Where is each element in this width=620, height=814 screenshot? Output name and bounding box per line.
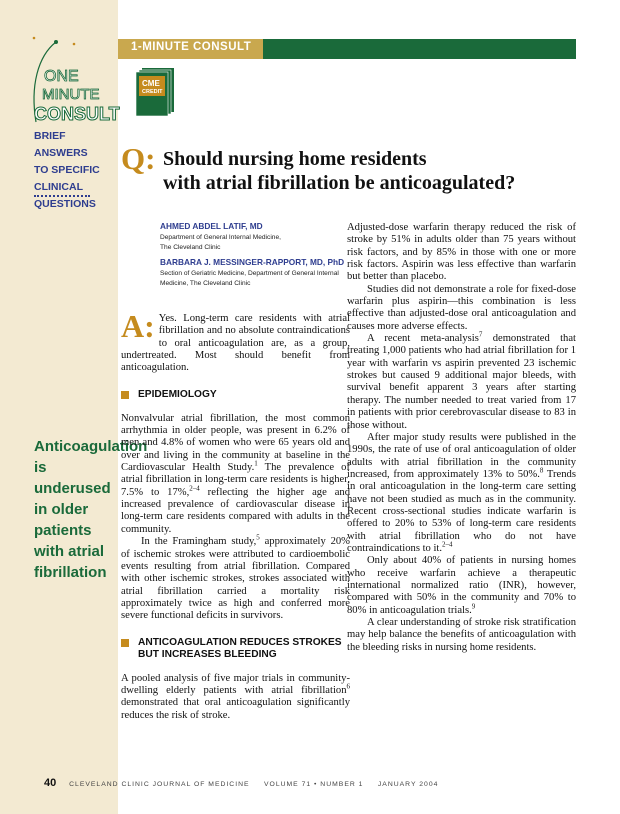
divider xyxy=(34,195,90,197)
answer-paragraph: A: Yes. Long-term care residents with atrial fibrillation and no absolute contraindications to oral anticoagulation are, as a group, undertreated. Most should benefit from anticoagulation. xyxy=(121,308,350,374)
left-column xyxy=(121,308,350,722)
section-heading-bleeding: ANTICOAGULATION REDUCES STROKES BUT INCREASES BLEEDING xyxy=(121,637,350,661)
bullet-square xyxy=(121,639,129,647)
body-paragraph: After major study results were published in the 1990s, the rate of use of oral anticoagulation of older adults with atrial fibrillation in the community increased, from approximately 13% to 50%.$^8$ Trends in oral anticoagulation in the long-term care setting have not been studied as much as in the community. Recent cross-sectional studies indicate warfarin is offered to 20% to 53% of long-term care residents with atrial fibrillation who do not have contraindications to it.$^{2-4}$ xyxy=(347,431,576,554)
svg-text:ONE: ONE xyxy=(44,68,79,85)
right-column xyxy=(347,222,576,654)
svg-text:CREDIT: CREDIT xyxy=(142,89,163,95)
one-minute-consult-logo xyxy=(18,36,130,128)
section-label: 1-MINUTE CONSULT xyxy=(131,41,252,53)
sidebar-tagline: BRIEF ANSWERS TO SPECIFIC CLINICAL QUESTIONS xyxy=(34,130,100,210)
body-paragraph: Nonvalvular atrial fibrillation, the most common arrhythmia in older people, was present in 6.2% of men and 4.8% of women who were 65 years old and over and living in the community at baseline in the Cardiovascular Health Study.$^1$ The prevalence of atrial fibrillation in long-term care residents is higher, 7.5% to 17%,$^{2-4}$ reflecting the higher age and increased prevalence of cardiovascular disease in long-term care residents compared with adults in the community. xyxy=(121,412,350,535)
body-paragraph: A pooled analysis of five major trials in community-dwelling elderly patients with atrial fibrillation$^6$ demonstrated that oral anticoagulation significantly reduces the risk of stroke. xyxy=(121,672,350,721)
question-marker: Q: xyxy=(121,141,156,176)
author-block xyxy=(160,221,350,293)
journal-date: JANUARY 2004 xyxy=(377,781,439,788)
author-name: BARBARA J. MESSINGER-RAPPORT, MD, PhD xyxy=(160,257,345,268)
answer-marker: A: xyxy=(121,308,155,344)
body-paragraph: A recent meta-analysis$^7$ demonstrated that treating 1,000 patients who had atrial fibrillation for 1 year with warfarin vs aspirin prevented 23 ischemic strokes but caused 9 additional major bleeds, with survival benefit apparent 3 years after starting therapy. The number needed to treat varied from 17 in patients with prior cerebrovascular disease to 83 in those without. xyxy=(347,330,576,431)
body-paragraph: Only about 40% of patients in nursing homes who receive warfarin achieve a therapeutic international normalized ratio (INR), however, compared with 50% in the community and 70% to 80% in anticoagulation trials.$^9$ xyxy=(347,555,576,616)
page-footer xyxy=(44,777,438,789)
journal-name: CLEVELAND CLINIC JOURNAL OF MEDICINE xyxy=(69,781,250,788)
author-affiliation: Department of General Internal Medicine, The Cleveland Clinic xyxy=(160,234,281,251)
svg-text:CONSULT: CONSULT xyxy=(34,104,120,124)
svg-text:CME: CME xyxy=(142,79,160,88)
section-heading-epidemiology: EPIDEMIOLOGY xyxy=(121,389,350,401)
svg-text:MINUTE: MINUTE xyxy=(42,86,100,103)
body-paragraph: Adjusted-dose warfarin therapy reduced the risk of stroke by 51% in adults older than 75 years without risk factors, and by 85% in those with one or more risk factors. Aspirin was less effective than warfarin but better than placebo. xyxy=(347,222,576,283)
author-affiliation: Section of Geriatric Medicine, Department of General Internal Medicine, The Cleveland Clinic xyxy=(160,270,339,287)
pull-quote: Anticoagulation is underused in older patients with atrial fibrillation xyxy=(34,438,148,581)
body-paragraph: Studies did not demonstrate a role for fixed-dose warfarin plus aspirin—this combination is less effective than adjusted-dose oral anticoagulation and causes more adverse effects. xyxy=(347,283,576,332)
author-name: AHMED ABDEL LATIF, MD xyxy=(160,221,263,231)
bullet-square xyxy=(121,391,129,399)
body-paragraph: A clear understanding of stroke risk stratification may help balance the benefits of anticoagulation with the bleeding risks in nursing home residents. xyxy=(347,617,576,653)
article-title: Should nursing home residents with atrial fibrillation be anticoagulated? xyxy=(163,148,516,194)
journal-volume: VOLUME 71 • NUMBER 1 xyxy=(264,781,364,788)
cme-credit-badge xyxy=(136,68,176,116)
body-paragraph: In the Framingham study,$^5$ approximately 20% of ischemic strokes were attributed to cardioembolic events resulting from atrial fibrillation. Compared with other ischemic strokes, strokes associated with atrial fibrillation carried a mortality risk approximately twice as high and conferred more severe functional deficits in survivors. xyxy=(121,533,350,622)
page-number: 40 xyxy=(44,777,57,789)
